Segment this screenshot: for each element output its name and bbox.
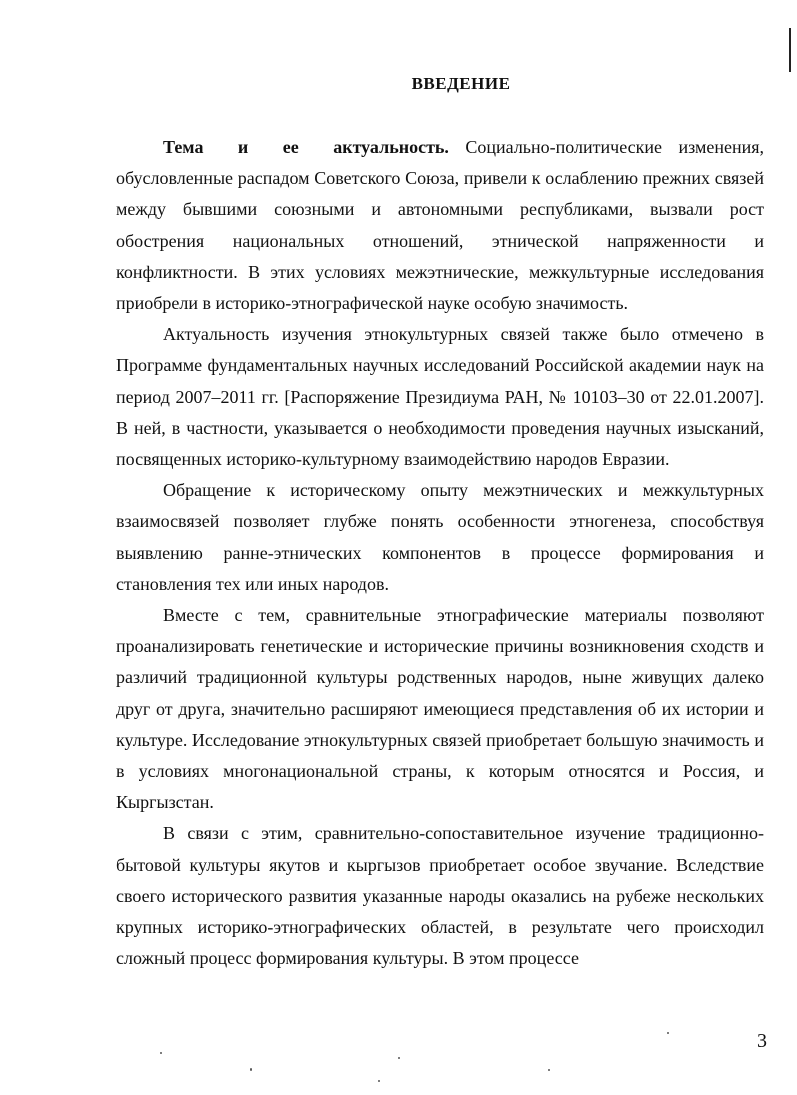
scan-speck <box>250 1068 252 1071</box>
scan-speck <box>548 1069 550 1071</box>
page-number: 3 <box>757 1030 767 1052</box>
scan-speck <box>667 1032 669 1034</box>
body-text <box>116 132 764 974</box>
scan-speck <box>398 1057 400 1059</box>
scan-speck <box>378 1080 380 1082</box>
scan-speck <box>160 1052 162 1054</box>
page-title: ВВЕДЕНИЕ <box>411 74 511 93</box>
paragraph: Вместе с тем, сравнительные этнографические материалы позволяют проанализировать генетические и исторические причины возникновения сходств и различий традиционной культуры родственных народов, ныне живущих далеко друг от друга, значительно расширяют имеющиеся представления об их истории и культуре. Исследование этнокультурных связей приобретает большую значимость и в условиях многонациональной страны, к которым относятся и Россия, и Кыргызстан. <box>116 605 764 813</box>
scan-edge-mark <box>789 28 791 72</box>
paragraph <box>116 132 764 319</box>
paragraph: Обращение к историческому опыту межэтнических и межкультурных взаимосвязей позволяет глубже понять особенности этногенеза, способствуя выявлению ранне-этнических компонентов в процессе формирования и становления тех или иных народов. <box>116 480 764 594</box>
paragraph-text: Социально-политические изменения, обусловленные распадом Советского Союза, привели к ослаблению прежних связей между бывшими союзными и автономными республиками, вызвали рост обострения национальных отношений, этнической напряженности и конфликтности. В этих условиях межэтнические, межкультурные исследования приобрели в историко-этнографической науке особую значимость. <box>116 137 764 314</box>
paragraph: В связи с этим, сравнительно-сопоставительное изучение традиционно-бытовой культуры якутов и кыргызов приобретает особое звучание. Вследствие своего исторического развития указанные народы оказались на рубеже нескольких крупных историко-этнографических областей, в результате чего происходил сложный процесс формирования культуры. В этом процессе <box>116 823 764 969</box>
paragraph: Актуальность изучения этнокультурных связей также было отмечено в Программе фундаментальных научных исследований Российской академии наук на период 2007–2011 гг. [Распоряжение Президиума РАН, № 10103–30 от 22.01.2007]. В ней, в частности, указывается о необходимости проведения научных изысканий, посвященных историко-культурному взаимодействию народов Евразии. <box>116 324 764 470</box>
paragraph-lead: Тема и ее актуальность. <box>163 137 449 157</box>
